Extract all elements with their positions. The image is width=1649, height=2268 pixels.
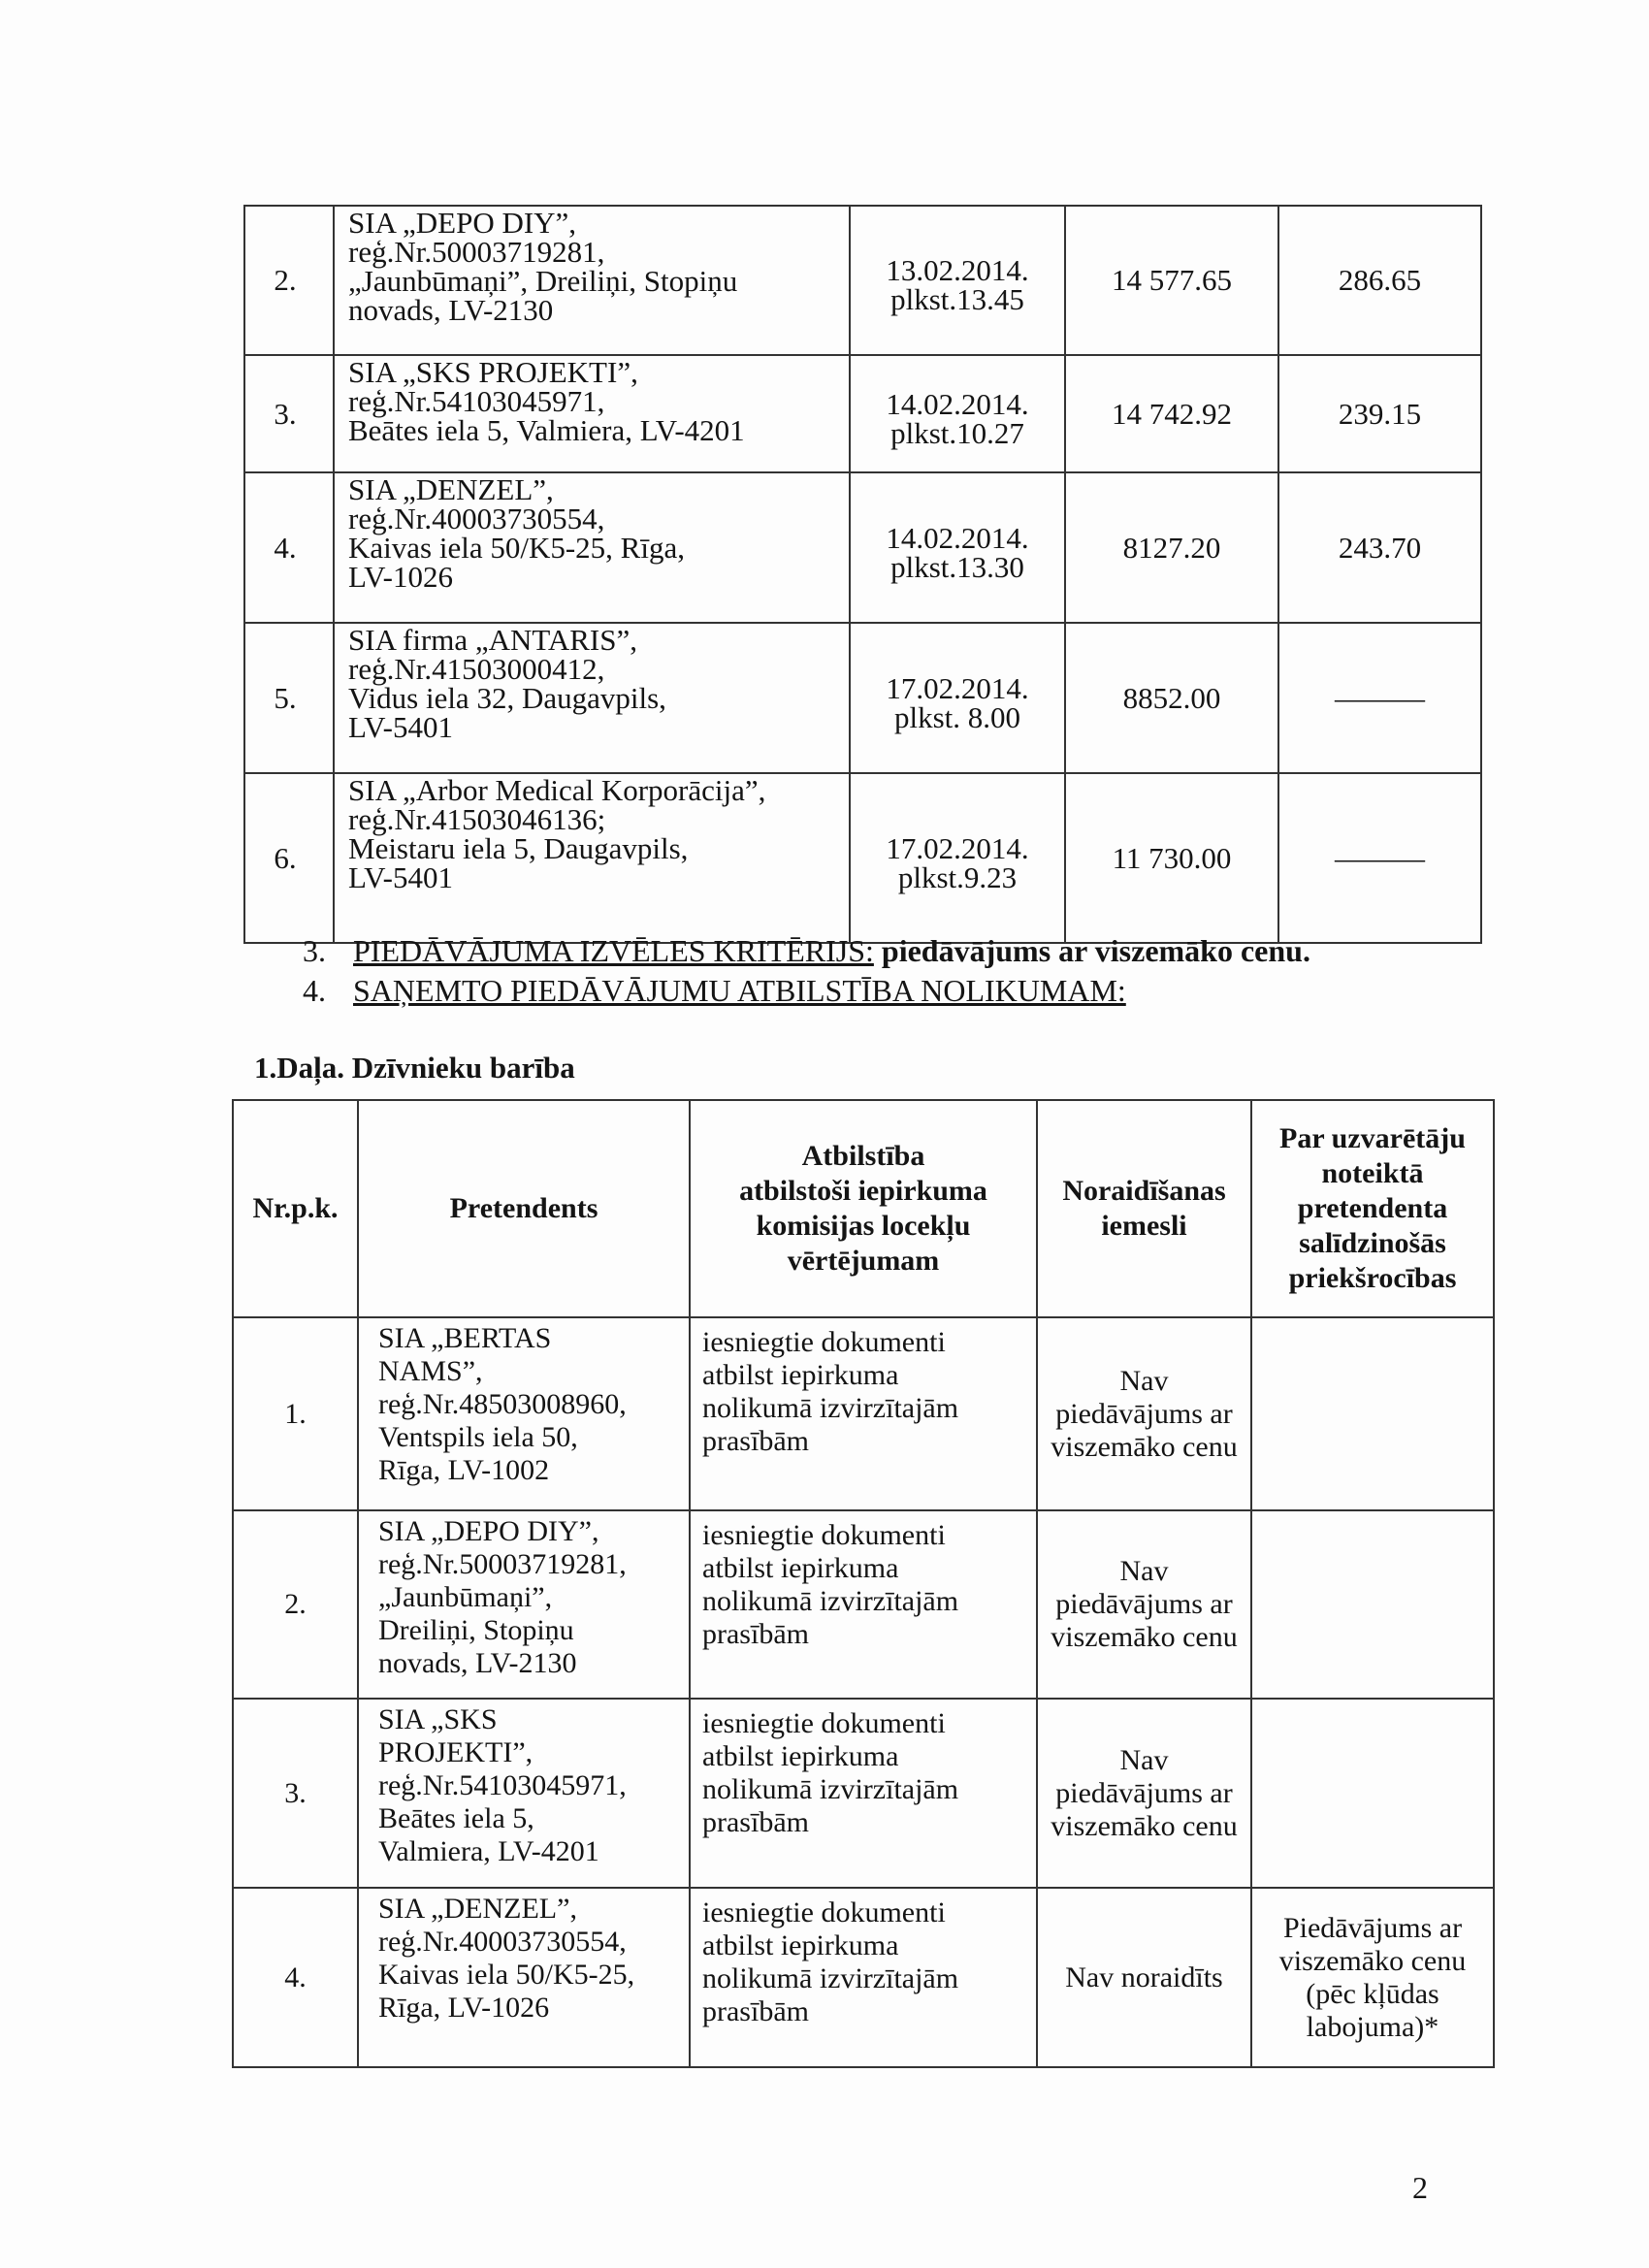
header-line: Atbilstība [801,1140,925,1172]
table-row [244,623,1481,773]
pretendent-line: novads, LV-2130 [378,1647,577,1679]
discount-cell: ——— [1278,773,1481,943]
rejection-cell [1037,1510,1251,1699]
compliance-line: iesniegtie dokumenti [702,1326,946,1358]
pretendent-line: PROJEKTI”, [378,1736,534,1768]
submission-date-cell [850,623,1065,773]
advantages-line: labojuma)* [1306,2010,1439,2043]
table-row [233,1888,1494,2067]
pretendent-line: „Jaunbūmaņi”, [378,1581,553,1613]
compliance-cell [690,1699,1037,1888]
price-cell: 14 742.92 [1065,355,1278,472]
pretendent-address: Vidus iela 32, Daugavpils, [348,681,666,715]
pretendent-address: Beātes iela 5, Valmiera, LV-4201 [348,413,745,447]
table-row [233,1510,1494,1699]
criterion-label: SAŅEMTO PIEDĀVĀJUMU ATBILSTĪBA NOLIKUMAM: [353,973,1126,1008]
submission-date-cell [850,472,1065,623]
pretendent-address: LV-5401 [348,860,453,894]
pretendent-address: LV-5401 [348,710,453,744]
column-header-compliance [690,1100,1037,1317]
pretendent-reg: reģ.Nr.41503046136; [348,802,606,836]
price-cell: 8127.20 [1065,472,1278,623]
pretendent-line: Dreiliņi, Stopiņu [378,1614,574,1646]
criterion-label: PIEDĀVĀJUMA IZVĒLES KRITĒRIJS: [353,933,874,968]
advantages-cell [1251,1510,1494,1699]
column-header-rejection [1037,1100,1251,1317]
rejection-line: Nav [1119,1364,1169,1397]
pretendent-name: SIA „SKS PROJEKTI”, [348,355,638,389]
discount-cell: 239.15 [1278,355,1481,472]
pretendent-reg: reģ.Nr.54103045971, [348,384,605,418]
rejection-line: Nav noraidīts [1065,1960,1223,1993]
header-line: atbilstoši iepirkuma [739,1175,987,1207]
pretendent-line: reģ.Nr.50003719281, [378,1548,627,1580]
pretendent-line: reģ.Nr.40003730554, [378,1926,627,1958]
row-number: 5. [244,623,334,773]
pretendent-name: SIA „DENZEL”, [348,472,554,506]
submission-date: 17.02.2014. [886,830,1029,865]
price-cell: 8852.00 [1065,623,1278,773]
submission-time: plkst.9.23 [897,859,1018,894]
rejection-line: viszemāko cenu [1051,1621,1238,1653]
table-row [233,1317,1494,1510]
pretendent-line: SIA „DENZEL”, [378,1893,577,1925]
pretendent-line: Ventspils iela 50, [378,1421,578,1453]
advantages-cell [1251,1317,1494,1510]
advantages-line: viszemāko cenu [1278,1944,1467,1977]
rejection-line: Nav [1119,1555,1169,1587]
pretendent-cell [334,623,850,773]
pretendent-cell [334,472,850,623]
header-line: Noraidīšanas [1062,1175,1226,1207]
criterion-number: 4. [303,973,326,1008]
pretendent-address: novads, LV-2130 [348,293,554,327]
rejection-line: viszemāko cenu [1051,1809,1238,1842]
compliance-line: prasībām [702,1618,809,1650]
compliance-table [232,1099,1495,2068]
row-number: 4. [233,1888,358,2067]
column-header-pretendent: Pretendents [358,1100,690,1317]
header-line: Par uzvarētāju [1279,1122,1466,1154]
submission-time: plkst. 8.00 [893,699,1021,734]
pretendent-cell [358,1888,690,2067]
pretendent-name: SIA „Arbor Medical Korporācija”, [348,773,766,807]
compliance-line: prasībām [702,1806,809,1838]
pretendent-line: reģ.Nr.48503008960, [378,1388,627,1420]
compliance-line: atbilst iepirkuma [702,1552,899,1584]
pretendent-line: SIA „DEPO DIY”, [378,1515,599,1547]
pretendent-reg: reģ.Nr.40003730554, [348,502,605,535]
table-row [244,355,1481,472]
pretendent-cell [358,1317,690,1510]
discount-cell: ——— [1278,623,1481,773]
submission-time: plkst.13.30 [890,549,1024,584]
row-number: 6. [244,773,334,943]
compliance-line: iesniegtie dokumenti [702,1519,946,1551]
compliance-line: prasībām [702,1995,809,2027]
price-cell: 14 577.65 [1065,206,1278,355]
offers-table [243,205,1482,944]
header-line: noteiktā [1321,1157,1424,1189]
compliance-line: nolikumā izvirzītajām [702,1962,959,1994]
criterion-4 [303,973,1126,1008]
compliance-line: nolikumā izvirzītajām [702,1392,959,1424]
header-line: pretendenta [1297,1192,1448,1224]
table-row [244,773,1481,943]
table-row [233,1699,1494,1888]
compliance-line: nolikumā izvirzītajām [702,1585,959,1617]
advantages-cell [1251,1699,1494,1888]
header-line: iemesli [1101,1210,1187,1242]
compliance-cell [690,1510,1037,1699]
submission-time: plkst.10.27 [890,415,1024,450]
rejection-cell [1037,1317,1251,1510]
row-number: 1. [233,1317,358,1510]
pretendent-line: Beātes iela 5, [378,1802,534,1834]
rejection-line: piedāvājums ar [1055,1397,1233,1430]
row-number: 2. [233,1510,358,1699]
submission-date: 17.02.2014. [886,670,1029,705]
rejection-line: piedāvājums ar [1055,1588,1233,1620]
table-row [244,472,1481,623]
pretendent-reg: reģ.Nr.50003719281, [348,235,605,269]
pretendent-cell [358,1510,690,1699]
rejection-cell [1037,1888,1251,2067]
submission-time: plkst.13.45 [890,282,1024,316]
criterion-value: piedāvājums ar viszemāko cenu. [881,933,1310,968]
table-row [244,206,1481,355]
pretendent-address: Meistaru iela 5, Daugavpils, [348,831,689,865]
pretendent-line: NAMS”, [378,1355,483,1387]
section-title: 1.Daļa. Dzīvnieku barība [254,1051,575,1085]
pretendent-reg: reģ.Nr.41503000412, [348,652,605,686]
compliance-line: prasībām [702,1425,809,1457]
page-number: 2 [1412,2170,1428,2205]
pretendent-cell [334,206,850,355]
column-header-number: Nr.p.k. [233,1100,358,1317]
row-number: 2. [244,206,334,355]
compliance-line: atbilst iepirkuma [702,1929,899,1961]
row-number: 3. [233,1699,358,1888]
discount-cell: 243.70 [1278,472,1481,623]
submission-date-cell [850,206,1065,355]
column-header-advantages [1251,1100,1494,1317]
row-number: 4. [244,472,334,623]
pretendent-line: SIA „BERTAS [378,1322,552,1354]
pretendent-name: SIA firma „ANTARIS”, [348,623,637,657]
rejection-line: Nav [1119,1743,1169,1776]
submission-date-cell [850,355,1065,472]
pretendent-line: Rīga, LV-1002 [378,1454,550,1486]
advantages-line: Piedāvājums ar [1282,1911,1463,1944]
compliance-line: atbilst iepirkuma [702,1740,899,1772]
rejection-line: piedāvājums ar [1055,1776,1233,1809]
criterion-number: 3. [303,933,326,968]
header-row [233,1100,1494,1317]
compliance-cell [690,1888,1037,2067]
compliance-cell [690,1317,1037,1510]
discount-cell: 286.65 [1278,206,1481,355]
rejection-cell [1037,1699,1251,1888]
pretendent-cell [334,355,850,472]
pretendent-address: „Jaunbūmaņi”, Dreiliņi, Stopiņu [348,264,738,298]
pretendent-address: LV-1026 [348,560,453,594]
compliance-line: iesniegtie dokumenti [702,1896,946,1928]
header-line: komisijas locekļu [756,1210,971,1242]
pretendent-line: Kaivas iela 50/K5-25, [378,1959,635,1991]
header-line: salīdzinošās [1299,1227,1446,1259]
compliance-line: atbilst iepirkuma [702,1359,899,1391]
submission-date-cell [850,773,1065,943]
pretendent-cell [334,773,850,943]
pretendent-line: reģ.Nr.54103045971, [378,1769,627,1801]
pretendent-line: SIA „SKS [378,1703,498,1735]
header-line: priekšrocības [1288,1262,1457,1294]
pretendent-cell [358,1699,690,1888]
advantages-cell [1251,1888,1494,2067]
pretendent-address: Kaivas iela 50/K5-25, Rīga, [348,531,685,565]
header-line: vērtējumam [787,1245,940,1277]
pretendent-name: SIA „DEPO DIY”, [348,206,577,240]
compliance-line: iesniegtie dokumenti [702,1707,946,1739]
submission-date: 14.02.2014. [886,386,1029,421]
price-cell: 11 730.00 [1065,773,1278,943]
submission-date: 13.02.2014. [886,253,1029,287]
criterion-3 [303,933,1310,968]
pretendent-line: Rīga, LV-1026 [378,1992,550,2024]
submission-date: 14.02.2014. [886,520,1029,555]
compliance-line: nolikumā izvirzītajām [702,1773,959,1805]
advantages-line: (pēc kļūdas [1306,1977,1439,2010]
rejection-line: viszemāko cenu [1051,1430,1238,1463]
row-number: 3. [244,355,334,472]
pretendent-line: Valmiera, LV-4201 [378,1835,599,1867]
